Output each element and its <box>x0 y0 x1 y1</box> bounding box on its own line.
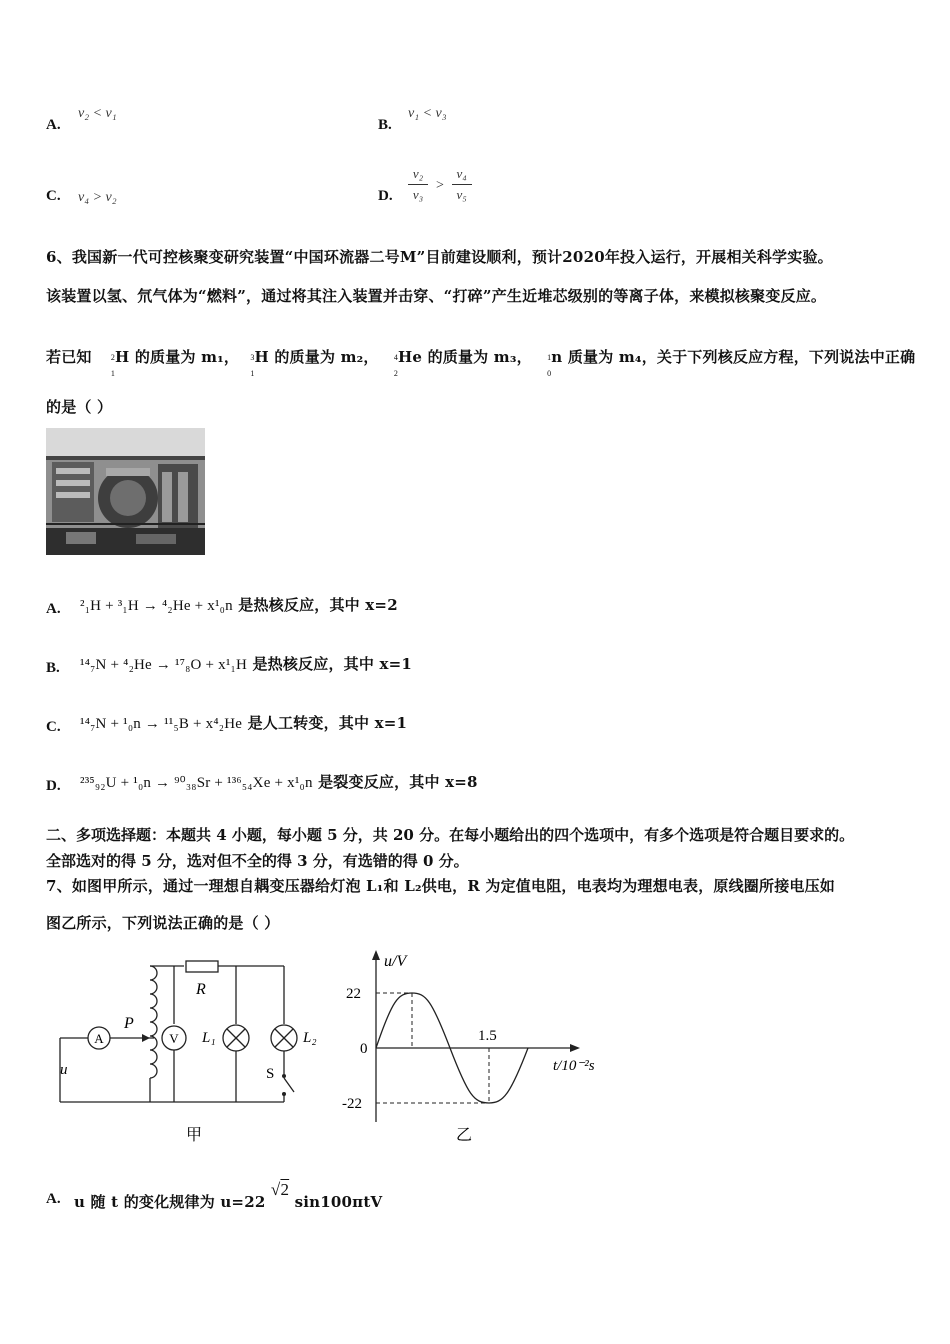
fraction-1-denominator: v₃ <box>412 187 424 202</box>
fraction-2-denominator: v₅ <box>456 187 467 202</box>
y-tick-22: 22 <box>346 986 361 1002</box>
q6-option-c-label: C. <box>46 719 61 735</box>
q6-h2-text: H 的质量为 m₁， <box>115 348 240 366</box>
option-c-label: C. <box>46 188 61 204</box>
q6-option-d-text: 是裂变反应，其中 x=8 <box>318 773 478 791</box>
q6-option-d <box>80 771 478 792</box>
x-tick-1-5: 1.5 <box>478 1028 497 1044</box>
section-2-line-2: 全部选对的得 5 分，选对但不全的得 3 分，有选错的得 0 分。 <box>46 852 469 870</box>
reactor-photo <box>46 428 205 555</box>
switch-s-label: S <box>266 1066 275 1082</box>
option-d-label: D. <box>378 188 393 204</box>
sqrt-radicand: 2 <box>280 1180 290 1199</box>
fraction-1-numerator: v₂ <box>412 166 424 181</box>
option-d-expression <box>408 166 472 203</box>
q6-h3-text: H 的质量为 m₂， <box>254 348 379 366</box>
voltage-graph <box>340 946 620 1150</box>
q6-option-c <box>80 712 407 733</box>
voltmeter-label: V <box>169 1031 179 1046</box>
fraction-bar <box>408 184 428 185</box>
q6-option-c-text: 是人工转变，其中 x=1 <box>247 714 408 732</box>
q7-option-a-label: A. <box>46 1191 61 1207</box>
q6-option-b-label: B. <box>46 660 60 676</box>
q7-line-1: 7、如图甲所示，通过一理想自耦变压器给灯泡 L₁和 L₂供电，R 为定值电阻，电表均为理想电表，原线圈所接电压如 <box>46 877 836 895</box>
graph-caption: 乙 <box>455 1125 473 1144</box>
option-a-label: A. <box>46 117 61 133</box>
q6-line-3-prefix: 若已知 <box>46 348 92 366</box>
slider-p-label: P <box>124 1015 134 1032</box>
y-axis-label: u/V <box>384 953 407 970</box>
fraction-2-numerator: v₄ <box>456 166 467 181</box>
x-axis-label: t/10⁻²s <box>553 1058 595 1074</box>
q6-option-b-text: 是热核反应，其中 x=1 <box>252 655 413 673</box>
q6-option-a-text: 是热核反应，其中 x=2 <box>238 596 398 614</box>
circuit-caption: 甲 <box>185 1125 203 1144</box>
q6-line-1: 6、我国新一代可控核聚变研究装置“中国环流器二号M”目前建设顺利，预计2020年投入运行，开展相关科学实验。 <box>46 248 833 266</box>
lamp-l1-label: L₁ <box>202 1030 216 1046</box>
input-u-label: u <box>60 1062 68 1078</box>
sqrt-2: √2 <box>270 1180 290 1199</box>
q6-n-text: n 质量为 m₄，关于下列核反应方程，下列说法中正确 <box>551 348 916 366</box>
circuit-diagram <box>44 950 334 1150</box>
q7-option-a-text-1: u 随 t 的变化规律为 u=22 <box>74 1193 266 1211</box>
fraction-1 <box>408 166 428 203</box>
q6-option-b <box>80 653 412 674</box>
q6-line-4: 的是（ ） <box>46 398 113 416</box>
q6-he-text: He 的质量为 m₃， <box>398 348 532 366</box>
q6-line-3: 若已知 2 1 H 的质量为 m₁， 3 1 H 的质量为 m₂， 4 2 He 的质量为 m₃， 1 0 n 质量为 m₄，关于下列核反应方程，下列说法中正确 <box>46 348 916 378</box>
option-b-expression: v₁ < v₃ <box>408 106 447 121</box>
option-c-expression: v₄ > v₂ <box>78 190 117 205</box>
fraction-2 <box>452 166 472 203</box>
option-a-expression: v₂ < v₁ <box>78 106 117 121</box>
q7-option-a-text-2: sin100πtV <box>294 1193 383 1211</box>
fraction-bar <box>452 184 472 185</box>
q6-line-2: 该装置以氢、氘气体为“燃料”，通过将其注入装置并击穿、“打碎”产生近堆芯级别的等离子体，来模拟核聚变反应。 <box>46 287 827 305</box>
q6-option-d-label: D. <box>46 778 61 794</box>
q6-option-a-equation: ²₁H + ³₁H → ⁴₂He + x¹₀n <box>80 598 233 614</box>
lamp-l2-label: L₂ <box>303 1030 317 1046</box>
q6-option-a <box>80 594 398 615</box>
option-b-label: B. <box>378 117 392 133</box>
section-2-line-1: 二、多项选择题：本题共 4 小题，每小题 5 分，共 20 分。在每小题给出的四个选项中，有多个选项是符合题目要求的。 <box>46 826 855 844</box>
q6-option-b-equation: ¹⁴₇N + ⁴₂He → ¹⁷₈O + x¹₁H <box>80 657 248 673</box>
q6-option-a-label: A. <box>46 601 61 617</box>
q7-option-a <box>74 1180 383 1212</box>
y-tick-minus-22: -22 <box>342 1096 362 1112</box>
q7-line-2: 图乙所示，下列说法正确的是（ ） <box>46 914 280 932</box>
q6-option-c-equation: ¹⁴₇N + ¹₀n → ¹¹₅B + x⁴₂He <box>80 716 243 732</box>
q6-option-d-equation: ²³⁵₉₂U + ¹₀n → ⁹⁰₃₈Sr + ¹³⁶₅₄Xe + x¹₀n <box>80 775 313 791</box>
greater-than-sign: > <box>435 178 445 193</box>
ammeter-label: A <box>94 1031 104 1046</box>
resistor-label: R <box>196 981 206 998</box>
origin-label: 0 <box>360 1041 368 1057</box>
